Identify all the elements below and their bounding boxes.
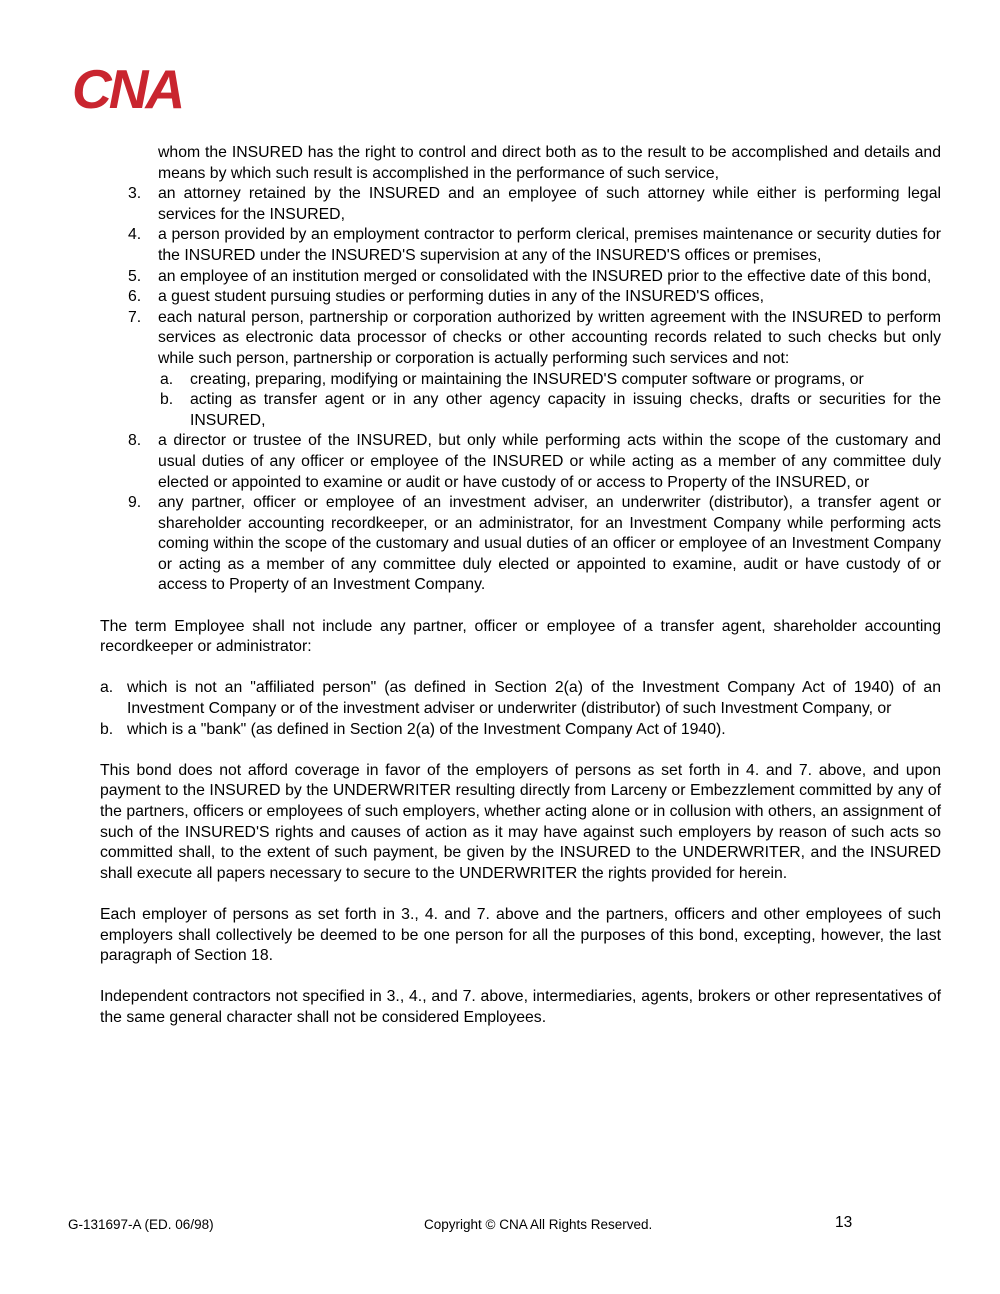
sub-item-a bbox=[160, 370, 941, 391]
item-letter: a. bbox=[160, 370, 174, 388]
copyright-notice: Copyright © CNA All Rights Reserved. bbox=[424, 1217, 653, 1232]
item-text: a person provided by an employment contractor to perform clerical, premises maintenance or security duties for the INSURED under the INSURED'S supervision at any of the INSURED'S offices or premises, bbox=[158, 226, 941, 264]
item-text: acting as transfer agent or in any other agency capacity in issuing checks, drafts or securities for the INSURED, bbox=[190, 391, 941, 429]
item-letter: b. bbox=[100, 720, 114, 738]
cna-logo: CNA bbox=[72, 58, 183, 120]
item-number: 8. bbox=[128, 432, 142, 450]
item-text: an attorney retained by the INSURED and an employee of such attorney while either is performing legal services for the INSURED, bbox=[158, 185, 941, 223]
item-text: a director or trustee of the INSURED, but only while performing acts within the scope of the customary and usual duties of any officer or employee of the INSURED or while acting as a member of any committee duly elected or appointed to examine or audit or have custody of or access to Property of the INSURED, or bbox=[158, 432, 941, 491]
item-text: creating, preparing, modifying or maintaining the INSURED'S computer software or programs, or bbox=[190, 370, 864, 388]
lettered-item-a bbox=[100, 678, 941, 719]
page-number: 13 bbox=[835, 1214, 853, 1231]
item-number: 4. bbox=[128, 226, 142, 244]
list-item-7 bbox=[128, 308, 941, 370]
item-number: 7. bbox=[128, 308, 142, 326]
list-item-8 bbox=[128, 431, 941, 493]
item-text: each natural person, partnership or corporation authorized by written agreement with the INSURED to perform services as electronic data processor of checks or other accounting records related to such checks but only while such person, partnership or corporation is actually performing such services and not: bbox=[158, 308, 941, 367]
sub-item-b bbox=[160, 390, 941, 431]
item-text: a guest student pursuing studies or performing duties in any of the INSURED'S offices, bbox=[158, 288, 764, 306]
list-item-5 bbox=[128, 267, 941, 288]
list-item-3 bbox=[128, 184, 941, 225]
document-body bbox=[100, 143, 941, 1029]
item-letter: b. bbox=[160, 391, 174, 409]
item-letter: a. bbox=[100, 679, 114, 697]
item-number: 9. bbox=[128, 494, 142, 512]
paragraph-independent-contractors: Independent contractors not specified in 3., 4., and 7. above, intermediaries, agents, brokers or other representatives of the same general character shall not be considered Employees. bbox=[100, 988, 941, 1026]
intro-continuation-text: whom the INSURED has the right to control and direct both as to the result to be accomplished and details and means by which such result is accomplished in the performance of such service, bbox=[158, 144, 941, 182]
list-item-6 bbox=[128, 287, 941, 308]
lettered-item-b bbox=[100, 720, 941, 741]
item-number: 6. bbox=[128, 288, 142, 306]
paragraph-term-employee: The term Employee shall not include any partner, officer or employee of a transfer agent, shareholder accounting recordkeeper or administrator: bbox=[100, 617, 941, 656]
item-text: which is not an "affiliated person" (as defined in Section 2(a) of the Investment Company Act of 1940) of an Investment Company or of the investment adviser or underwriter (distributor) of such Investment Company, or bbox=[127, 679, 941, 718]
paragraph-bond-coverage: This bond does not afford coverage in favor of the employers of persons as set forth in 4. and 7. above, and upon payment to the INSURED by the UNDERWRITER resulting directly from Larceny or Embezzlement committed by any of the partners, officers or employees of such employers, whether acting alone or in collusion with others, an assignment of such of the INSURED'S rights and causes of action as it may have against such employers by reason of such acts so committed shall, to the extent of such payment, be given by the INSURED to the UNDERWRITER, and the INSURED shall execute all papers necessary to secure to the UNDERWRITER the rights provided for herein. bbox=[100, 761, 941, 882]
item-number: 5. bbox=[128, 267, 142, 285]
item-text: which is a "bank" (as defined in Section 2(a) of the Investment Company Act of 1940). bbox=[127, 720, 726, 738]
list-item-4 bbox=[128, 225, 941, 266]
form-number: G-131697-A (ED. 06/98) bbox=[68, 1217, 214, 1232]
item-text: an employee of an institution merged or consolidated with the INSURED prior to the effective date of this bond, bbox=[158, 267, 932, 285]
item-text: any partner, officer or employee of an investment adviser, an underwriter (distributor), a transfer agent or shareholder accounting recordkeeper, or an administrator, for an Investment Company while performing acts coming within the scope of the customary and usual duties of an officer or employee of an Investment Company or acting as a member of any committee duly elected or appointed to examine, audit or have custody of or access to Property of an Investment Company. bbox=[158, 494, 941, 594]
paragraph-each-employer: Each employer of persons as set forth in 3., 4. and 7. above and the partners, officers and other employees of such employers shall collectively be deemed to be one person for all the purposes of this bond, excepting, however, the last paragraph of Section 18. bbox=[100, 905, 941, 965]
list-item-9 bbox=[128, 493, 941, 596]
item-number: 3. bbox=[128, 185, 142, 203]
